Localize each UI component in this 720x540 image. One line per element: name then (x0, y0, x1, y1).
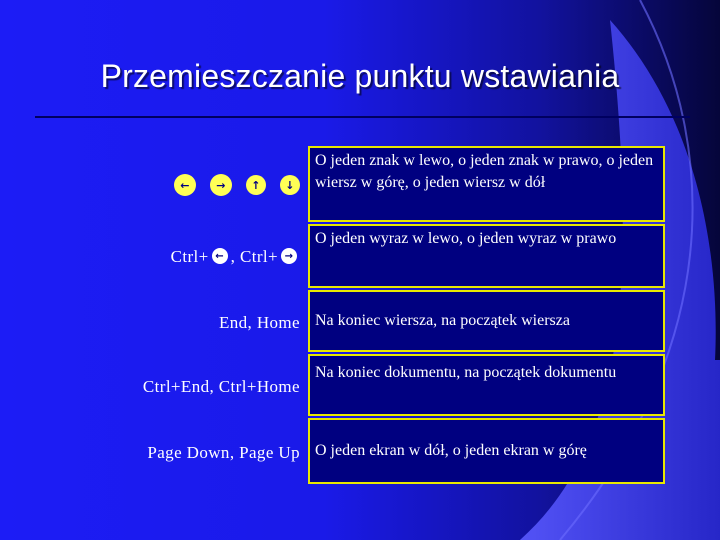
arrow-down-icon: ↓ (280, 175, 300, 195)
row-arrows-description (308, 146, 665, 222)
description-text: Na koniec wiersza, na początek wiersza (315, 312, 570, 329)
description-text: O jeden wyraz w lewo, o jeden wyraz w prawo (315, 230, 617, 247)
arrow-left-icon: ← (174, 174, 196, 196)
row-ctrl-end-home-label: Ctrl+End, Ctrl+Home (142, 376, 300, 396)
description-text: O jeden znak w lewo, o jeden znak w prawo, o jeden wiersz w górę, o jeden wiersz w dół (315, 152, 654, 191)
label-separator: , Ctrl+ (230, 246, 278, 266)
row-end-home-label: End, Home (218, 312, 300, 332)
row-page-description (308, 418, 665, 484)
description-text: O jeden ekran w dół, o jeden ekran w górę (315, 442, 587, 459)
arrow-keys (174, 174, 300, 196)
arrow-left-icon: ← (212, 248, 228, 264)
row-ctrl-arrows-description (308, 224, 665, 288)
row-page-label: Page Down, Page Up (147, 442, 300, 462)
arrow-right-icon: → (210, 174, 232, 196)
arrow-right-icon: → (281, 248, 297, 264)
row-end-home-description (308, 290, 665, 352)
slide-title: Przemieszczanie punktu wstawiania (100, 58, 620, 94)
arrow-up-icon: ↑ (246, 175, 266, 195)
row-ctrl-end-home-description (308, 354, 665, 416)
description-text: Na koniec dokumentu, na początek dokumentu (315, 364, 617, 381)
row-ctrl-arrows-label (60, 226, 300, 286)
label-prefix: Ctrl+ (170, 246, 209, 266)
row-arrows-label (150, 148, 300, 222)
